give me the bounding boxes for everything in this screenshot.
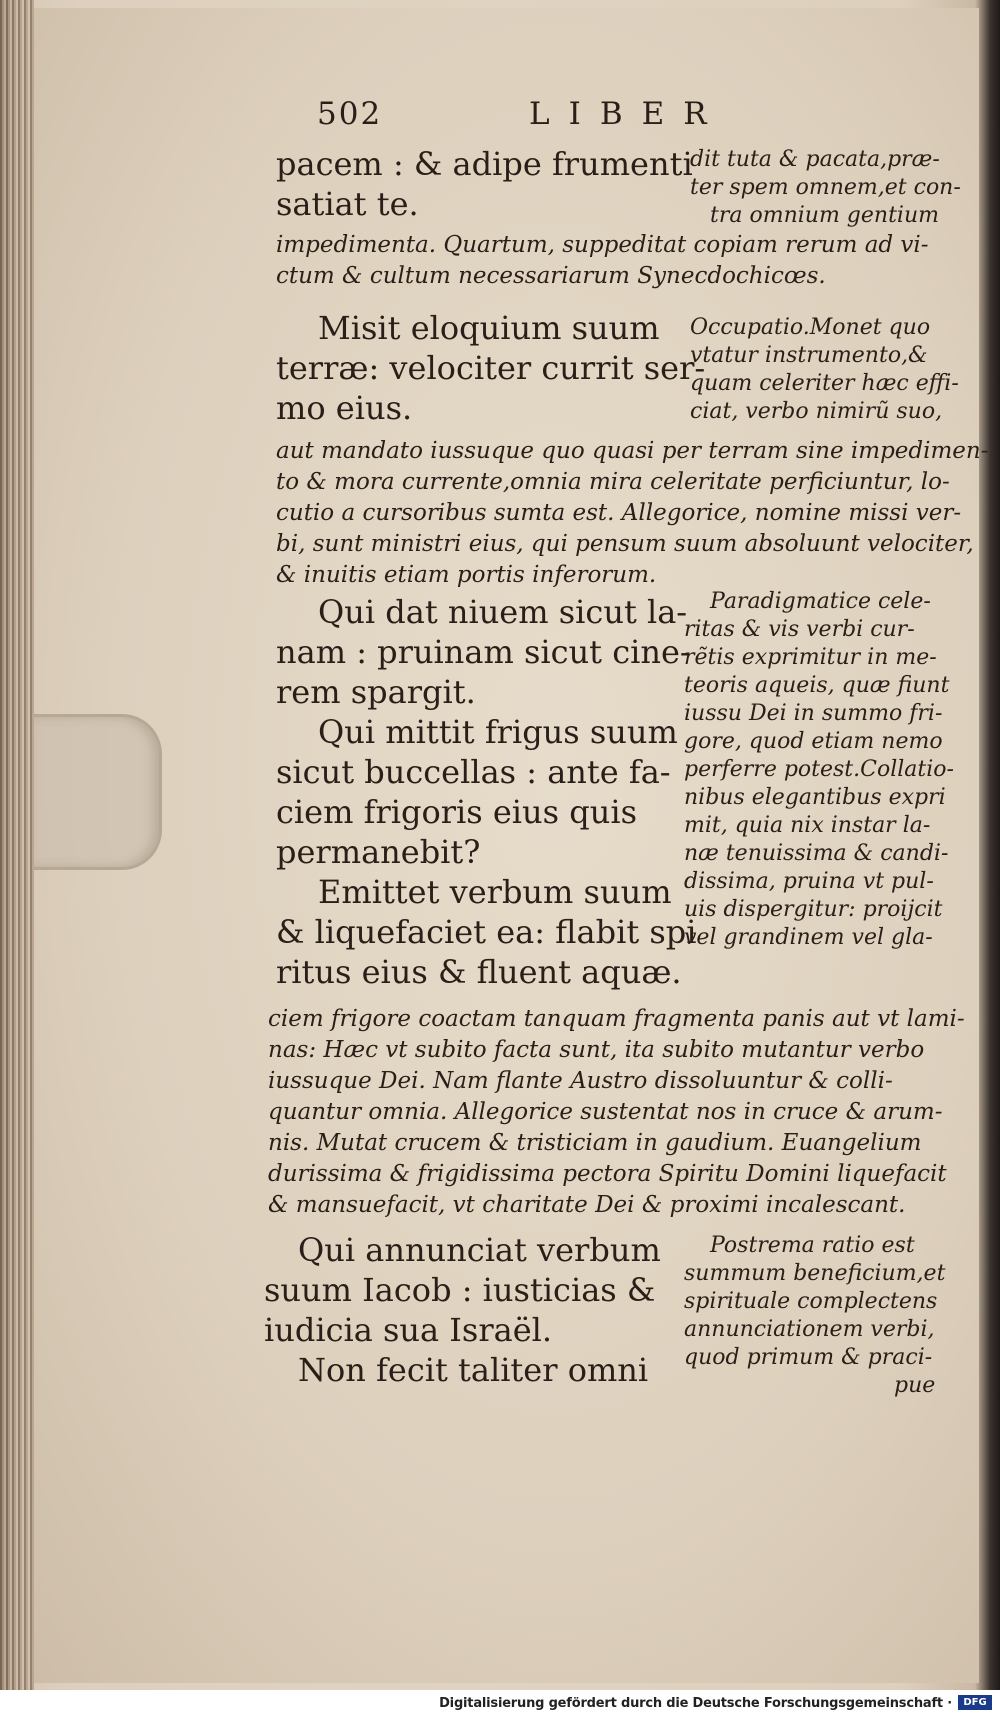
wide-note-line: & mansuefacit, vt charitate Dei & proximi incalescant. xyxy=(268,1192,906,1218)
note-line: Paradigmatice cele- xyxy=(710,589,931,614)
wide-note-line: ctum & cultum necessariarum Synecdochicœs. xyxy=(276,263,826,289)
wide-note-line: iussuque Dei. Nam flante Austro dissoluuntur & colli- xyxy=(268,1068,893,1094)
main-line: ritus eius & fluent aquæ. xyxy=(276,953,682,991)
main-line: Qui dat niuem sicut la- xyxy=(318,593,688,631)
note-line: vel grandinem vel gla- xyxy=(684,925,933,950)
dfg-logo: DFG xyxy=(958,1695,992,1710)
note-line: annunciationem verbi, xyxy=(684,1317,935,1342)
note-line: ter spem omnem,et con- xyxy=(690,175,961,200)
wide-note-line: quantur omnia. Allegorice sustentat nos in cruce & arum- xyxy=(268,1099,943,1125)
note-line: summum beneficium,et xyxy=(684,1261,946,1286)
note-line: rẽtis exprimitur in me- xyxy=(684,645,937,670)
wide-note-line: nas: Hæc vt subito facta sunt, ita subito mutantur verbo xyxy=(268,1037,925,1063)
main-line: Emittet verbum suum xyxy=(318,873,672,911)
note-line: mit, quia nix instar la- xyxy=(684,813,931,838)
main-line: rem spargit. xyxy=(276,673,476,711)
note-line: uis dispergitur: proijcit xyxy=(684,897,943,922)
note-line: ritas & vis verbi cur- xyxy=(684,617,915,642)
note-line: iussu Dei in summo fri- xyxy=(684,701,943,726)
note-line: vtatur instrumento,& xyxy=(690,343,928,368)
note-line: dissima, pruina vt pul- xyxy=(684,869,934,894)
note-line: gore, quod etiam nemo xyxy=(684,729,943,754)
note-line: Occupatio.Monet quo xyxy=(690,315,931,340)
footer-bar xyxy=(0,1690,1000,1717)
main-line: nam : pruinam sicut cine- xyxy=(276,633,691,671)
main-line: terræ: velociter currit ser- xyxy=(276,349,706,387)
main-line: sicut buccellas : ante fa- xyxy=(276,753,671,791)
book-page xyxy=(34,8,989,1683)
wide-note-line: bi, sunt ministri eius, qui pensum suum absoluunt velociter, xyxy=(276,531,974,557)
main-line: mo eius. xyxy=(276,389,413,427)
note-line: pue xyxy=(894,1373,936,1398)
note-line: perferre potest.Collatio- xyxy=(684,757,954,782)
note-line: teoris aqueis, quæ fiunt xyxy=(684,673,950,698)
note-line: næ tenuissima & candi- xyxy=(684,841,949,866)
main-line: iudicia sua Israël. xyxy=(264,1311,553,1349)
main-line: permanebit? xyxy=(276,833,481,871)
wide-note-line: & inuitis etiam portis inferorum. xyxy=(276,562,657,588)
page-clip xyxy=(34,714,162,870)
page-number: 502 xyxy=(317,96,383,132)
main-line: satiat te. xyxy=(276,185,419,223)
note-line: ciat, verbo nimirũ suo, xyxy=(690,399,943,424)
main-line: Qui annunciat verbum xyxy=(298,1231,661,1269)
running-title: LIBER xyxy=(529,96,726,132)
wide-note-line: cutio a cursoribus sumta est. Allegorice, nomine missi ver- xyxy=(276,500,962,526)
wide-note-line: impedimenta. Quartum, suppeditat copiam rerum ad vi- xyxy=(276,232,929,258)
main-line: pacem : & adipe frumenti xyxy=(276,145,693,183)
wide-note-line: to & mora currente,omnia mira celeritate perficiuntur, lo- xyxy=(276,469,950,495)
wide-note-line: ciem frigore coactam tanquam fragmenta panis aut vt lami- xyxy=(268,1006,965,1032)
funding-credit: Digitalisierung gefördert durch die Deutsche Forschungsgemeinschaft · xyxy=(439,1696,952,1711)
main-line: suum Iacob : iusticias & xyxy=(264,1271,656,1309)
main-line: Qui mittit frigus suum xyxy=(318,713,678,751)
wide-note-line: aut mandato iussuque quo quasi per terram sine impedimen- xyxy=(276,438,989,464)
wide-note-line: nis. Mutat crucem & tristiciam in gaudium. Euangelium xyxy=(268,1130,922,1156)
note-line: spirituale complectens xyxy=(684,1289,938,1314)
note-line: tra omnium gentium xyxy=(710,203,939,228)
book-spine xyxy=(0,0,34,1690)
main-line: ciem frigoris eius quis xyxy=(276,793,637,831)
main-line: & liquefaciet ea: flabit spi xyxy=(276,913,697,951)
note-line: quam celeriter hæc effi- xyxy=(690,371,959,396)
note-line: dit tuta & pacata,præ- xyxy=(690,147,940,172)
main-line: Non fecit taliter omni xyxy=(298,1351,649,1389)
note-line: quod primum & praci- xyxy=(684,1345,933,1370)
main-line: Misit eloquium suum xyxy=(318,309,660,347)
wide-note-line: durissima & frigidissima pectora Spiritu Domini liquefacit xyxy=(268,1161,947,1187)
note-line: nibus elegantibus expri xyxy=(684,785,946,810)
note-line: Postrema ratio est xyxy=(710,1233,915,1258)
